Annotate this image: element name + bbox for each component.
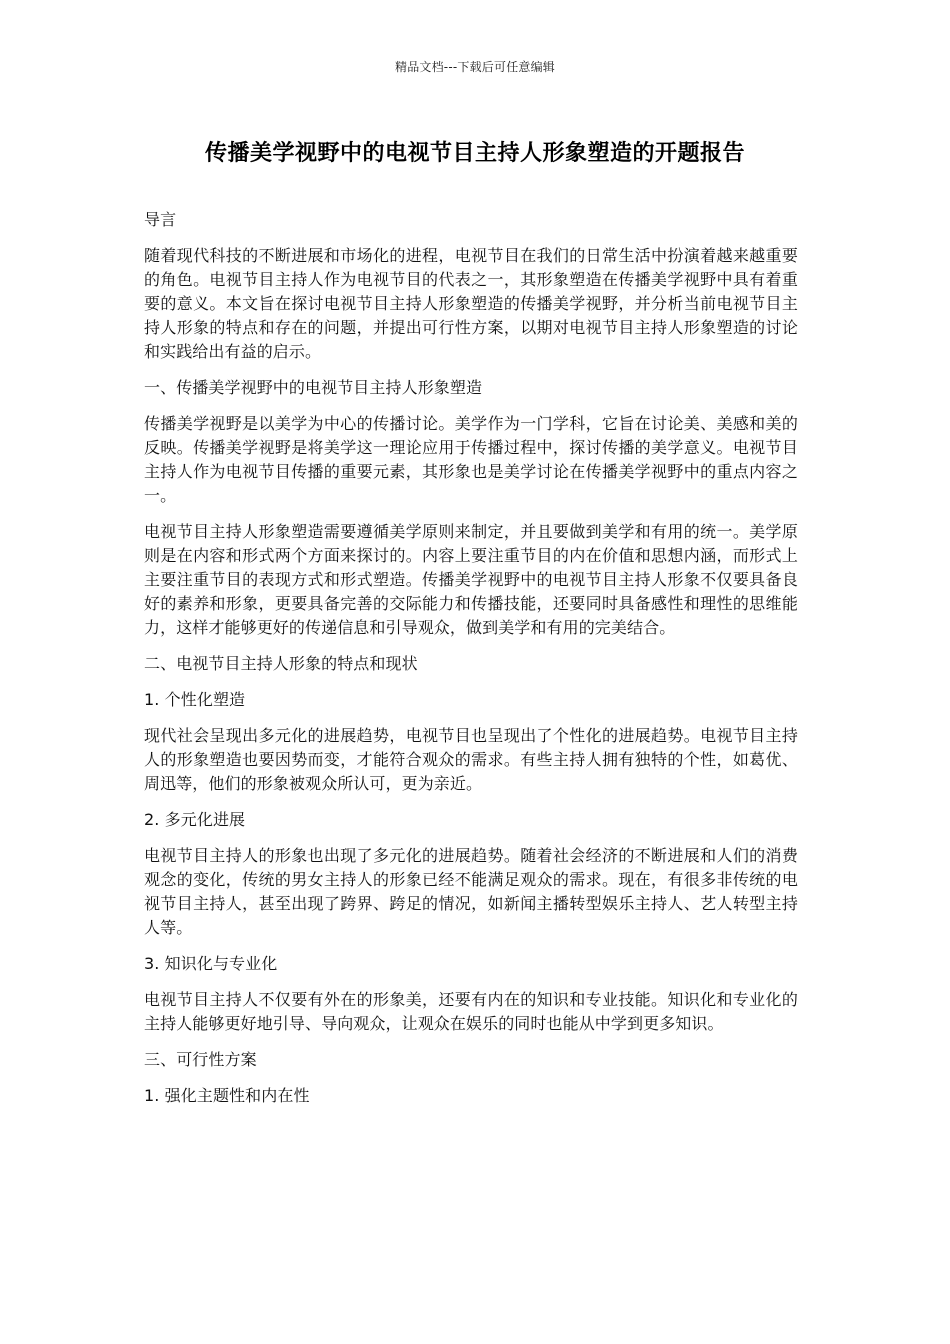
section-heading: 一、传播美学视野中的电视节目主持人形象塑造 bbox=[144, 378, 483, 397]
subsection-heading: 1. 个性化塑造 bbox=[144, 690, 246, 709]
section-heading-intro: 导言 bbox=[144, 210, 177, 229]
paragraph: 随着现代科技的不断进展和市场化的进程，电视节目在我们的日常生活中扮演着越来越重要的角色。电视节目主持人作为电视节目的代表之一，其形象塑造在传播美学视野中具有着重要的意义。本文旨在探讨电视节目主持人形象塑造的传播美学视野，并分析当前电视节目主持人形象的特点和存在的问题，并提出可行性方案，以期对电视节目主持人形象塑造的讨论和实践给出有益的启示。 bbox=[144, 246, 798, 361]
paragraph: 现代社会呈现出多元化的进展趋势，电视节目也呈现出了个性化的进展趋势。电视节目主持人的形象塑造也要因势而变，才能符合观众的需求。有些主持人拥有独特的个性，如葛优、周迅等，他们的形象被观众所认可，更为亲近。 bbox=[144, 726, 798, 793]
section-heading: 二、电视节目主持人形象的特点和现状 bbox=[144, 654, 418, 673]
document-body bbox=[144, 208, 798, 1120]
paragraph: 传播美学视野是以美学为中心的传播讨论。美学作为一门学科，它旨在讨论美、美感和美的反映。传播美学视野是将美学这一理论应用于传播过程中，探讨传播的美学意义。电视节目主持人作为电视节目传播的重要元素，其形象也是美学讨论在传播美学视野中的重点内容之一。 bbox=[144, 414, 798, 505]
document-title: 传播美学视野中的电视节目主持人形象塑造的开题报告 bbox=[204, 141, 745, 166]
header-note: 精品文档---下载后可任意编辑 bbox=[395, 60, 555, 74]
paragraph: 电视节目主持人的形象也出现了多元化的进展趋势。随着社会经济的不断进展和人们的消费观念的变化，传统的男女主持人的形象已经不能满足观众的需求。现在，有很多非传统的电视节目主持人，甚至出现了跨界、跨足的情况，如新闻主播转型娱乐主持人、艺人转型主持人等。 bbox=[144, 846, 798, 937]
subsection-heading: 1. 强化主题性和内在性 bbox=[144, 1086, 310, 1105]
subsection-heading: 2. 多元化进展 bbox=[144, 810, 246, 829]
subsection-heading: 3. 知识化与专业化 bbox=[144, 954, 278, 973]
section-heading: 三、可行性方案 bbox=[144, 1050, 257, 1069]
paragraph: 电视节目主持人不仅要有外在的形象美，还要有内在的知识和专业技能。知识化和专业化的主持人能够更好地引导、导向观众，让观众在娱乐的同时也能从中学到更多知识。 bbox=[144, 990, 798, 1033]
paragraph: 电视节目主持人形象塑造需要遵循美学原则来制定，并且要做到美学和有用的统一。美学原则是在内容和形式两个方面来探讨的。内容上要注重节目的内在价值和思想内涵，而形式上主要注重节目的表现方式和形式塑造。传播美学视野中的电视节目主持人形象不仅要具备良好的素养和形象，更要具备完善的交际能力和传播技能，还要同时具备感性和理性的思维能力，这样才能够更好的传递信息和引导观众，做到美学和有用的完美结合。 bbox=[144, 522, 798, 637]
